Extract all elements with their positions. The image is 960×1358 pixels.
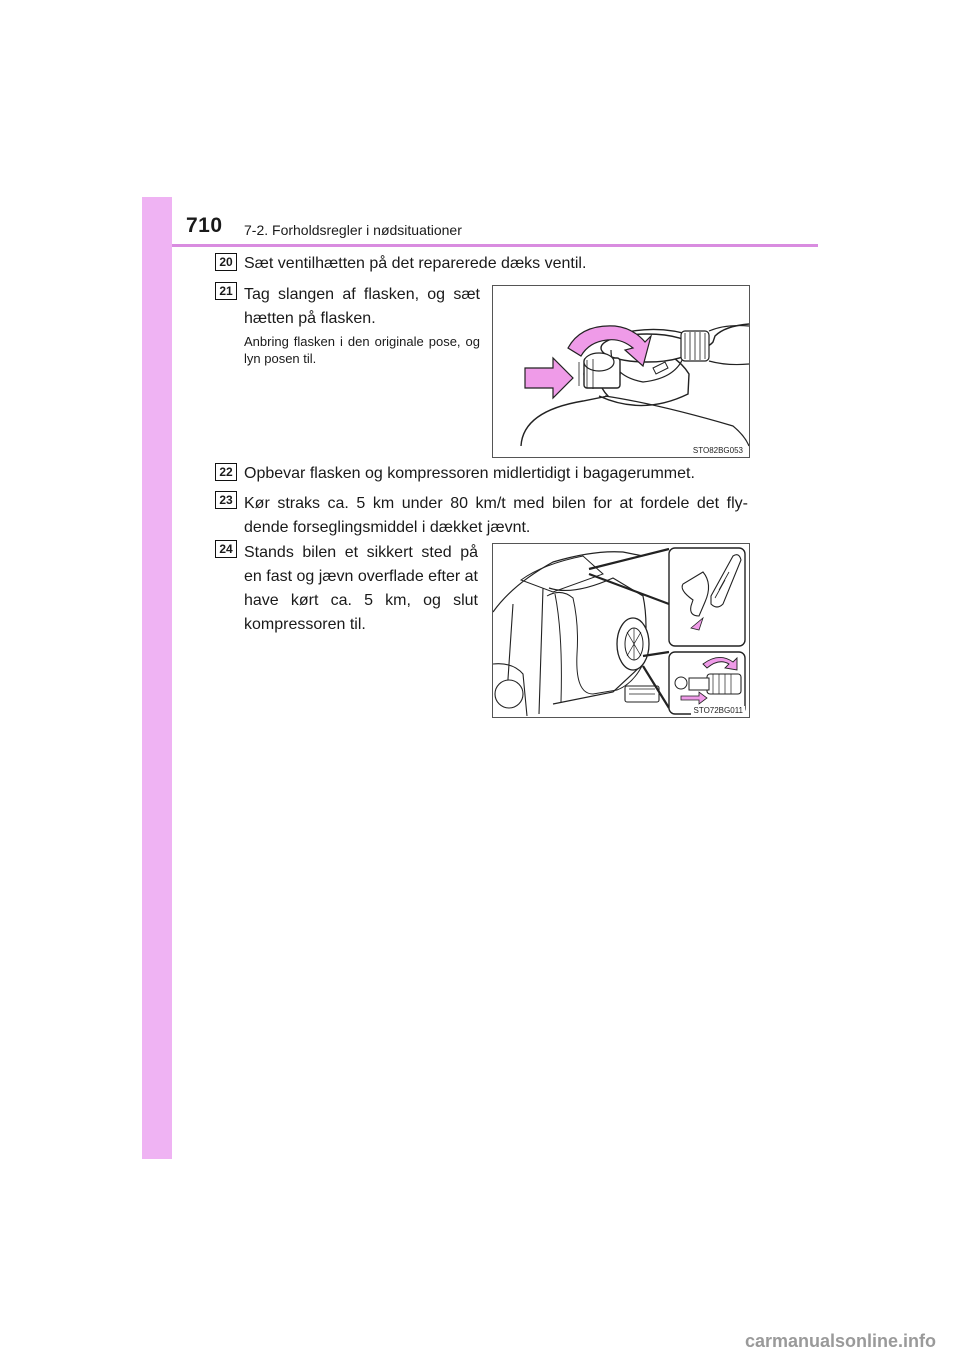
page-number: 710 — [186, 214, 223, 237]
figure-bottle-cap — [492, 285, 750, 458]
step-text-23: Kør straks ca. 5 km under 80 km/t med bilen for at fordele det fly-dende forseglingsmiddel i dækket jævnt. — [244, 495, 748, 536]
step-note-21: Anbring flasken i den originale pose, og lyn posen til. — [244, 334, 480, 366]
bottle-cap-illustration — [493, 286, 749, 457]
car-compressor-illustration — [493, 544, 749, 717]
footer-watermark: carmanualsonline.info — [744, 1331, 936, 1351]
step-number-24: 24 — [215, 540, 237, 558]
step-text-20: Sæt ventilhætten på det reparerede dæks ventil. — [244, 255, 587, 272]
step-number-21: 21 — [215, 282, 237, 300]
figure-car-compressor — [492, 543, 750, 718]
step-text-22: Opbevar flasken og kompressoren midlertidigt i bagagerummet. — [244, 465, 695, 482]
step-number-22: 22 — [215, 463, 237, 481]
figure-code: STO72BG011 — [693, 706, 743, 715]
step-number-23: 23 — [215, 491, 237, 509]
step-number-20: 20 — [215, 253, 237, 271]
figure-code: STO82BG053 — [692, 446, 743, 455]
section-title: 7-2. Forholdsregler i nødsituationer — [244, 222, 462, 238]
step-text-21: Tag slangen af flasken, og sæt hætten på flasken. — [244, 286, 480, 327]
header-rule — [172, 244, 818, 247]
step-text-24: Stands bilen et sikkert sted på en fast og jævn overflade efter at have kørt ca. 5 km, og slut kompressoren til. — [244, 544, 478, 633]
chapter-side-band — [142, 197, 172, 1159]
